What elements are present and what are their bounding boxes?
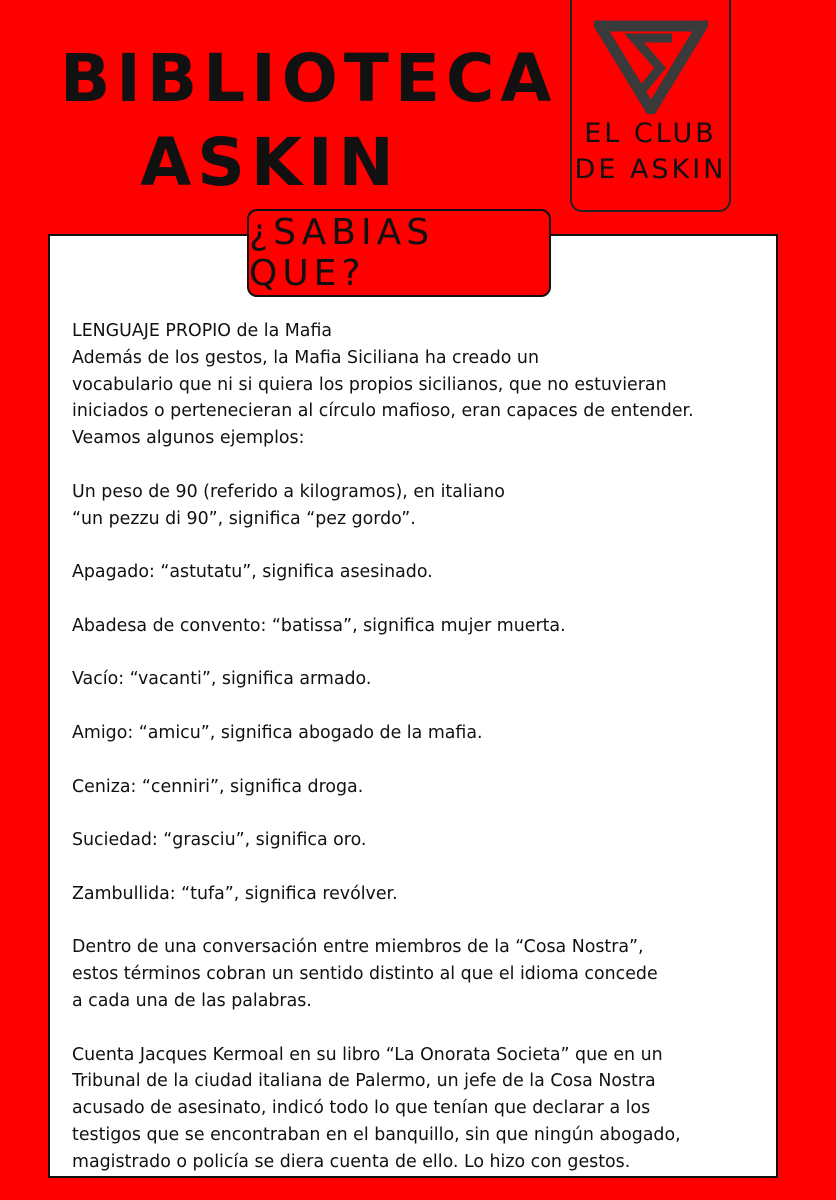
conclusion-line: a cada una de las palabras. — [72, 990, 312, 1011]
anecdote-line: acusado de asesinato, indicó todo lo que tenían que declarar a los — [72, 1098, 651, 1119]
anecdote-line: Cuenta Jacques Kermoal en su libro “La Onorata Societa” que en un — [72, 1044, 663, 1065]
intro-line: Además de los gestos, la Mafia Siciliana ha creado un — [72, 347, 539, 368]
article-body — [72, 318, 772, 1176]
example-line: Vacío: “vacanti”, significa armado. — [72, 669, 372, 690]
example-line: Apagado: “astutatu”, significa asesinado. — [72, 562, 433, 583]
intro-line: vocabulario que ni si quiera los propios sicilianos, que no estuvieran — [72, 374, 667, 395]
section-title: ¿SABIAS QUE? — [249, 212, 435, 294]
example-line: Ceniza: “cenniri”, significa droga. — [72, 776, 364, 797]
conclusion-line: estos términos cobran un sentido distinto al que el idioma concede — [72, 964, 658, 985]
anecdote-line: magistrado o policía se diera cuenta de ello. Lo hizo con gestos. — [72, 1151, 631, 1172]
club-badge — [570, 0, 731, 212]
example-line: Amigo: “amicu”, significa abogado de la mafia. — [72, 722, 483, 743]
article-heading: LENGUAJE PROPIO de la Mafia — [72, 321, 333, 341]
example-line: “un pezzu di 90”, significa “pez gordo”. — [72, 508, 416, 529]
section-title-badge — [247, 209, 551, 297]
example-line: Suciedad: “grasciu”, significa oro. — [72, 830, 367, 851]
example-line: Abadesa de convento: “batissa”, significa mujer muerta. — [72, 615, 566, 636]
example-line: Zambullida: “tufa”, significa revólver. — [72, 883, 398, 904]
page-title-line2: ASKIN — [140, 124, 400, 201]
club-name-line1: EL CLUB — [584, 118, 717, 149]
page-title-line1: BIBLIOTECA — [60, 40, 558, 117]
club-name-line2: DE ASKIN — [574, 154, 727, 185]
intro-line: iniciados o pertenecieran al círculo mafioso, eran capaces de entender. — [72, 401, 694, 422]
intro-line: Veamos algunos ejemplos: — [72, 428, 305, 449]
example-line: Un peso de 90 (referido a kilogramos), en italiano — [72, 481, 505, 502]
club-triangle-logo-icon — [594, 20, 708, 114]
conclusion-line: Dentro de una conversación entre miembros de la “Cosa Nostra”, — [72, 937, 644, 958]
anecdote-line: Tribunal de la ciudad italiana de Palermo, un jefe de la Cosa Nostra — [72, 1071, 656, 1092]
anecdote-line: testigos que se encontraban en el banquillo, sin que ningún abogado, — [72, 1124, 681, 1145]
